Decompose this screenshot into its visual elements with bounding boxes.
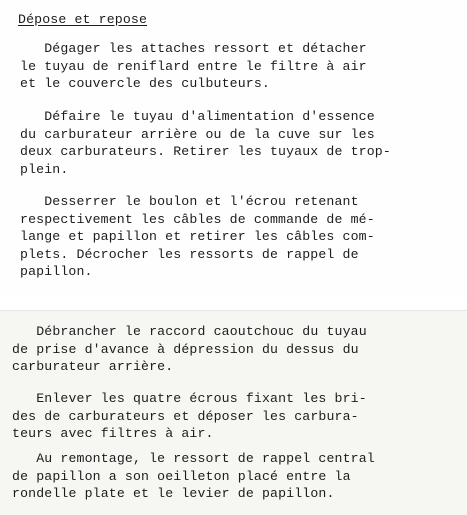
paragraph-vacuum-advance-pipe: Débrancher le raccord caoutchouc du tuyau de prise d'avance à dépression du dessus du carburateur arrière. [12,324,367,375]
paragraph-detach-breather-hose: Dégager les attaches ressort et détacher le tuyau de reniflard entre le filtre à air et le couvercle des culbuteurs. [20,41,367,92]
scan-page-bottom [0,310,467,515]
paragraph-fuel-supply-hose: Défaire le tuyau d'alimentation d'essence du carburateur arrière ou de la cuve sur les deux carburateurs. Retirer les tuyaux de trop- plein. [20,109,391,177]
paragraph-remove-carburettors: Enlever les quatre écrous fixant les bri- des de carburateurs et déposer les carbura- teurs avec filtres à air. [12,391,367,442]
paragraph-control-cables: Desserrer le boulon et l'écrou retenant respectivement les câbles de commande de mé- lange et papillon et retirer les câbles com- plets. Décrocher les ressorts de rappel de papillon. [20,194,375,280]
page-gap [0,298,467,310]
section-heading: Dépose et repose [18,12,148,27]
paragraph-reassembly-note: Au remontage, le ressort de rappel central de papillon a son oeilleton placé entre la rondelle plate et le levier de papillon. [12,451,375,502]
